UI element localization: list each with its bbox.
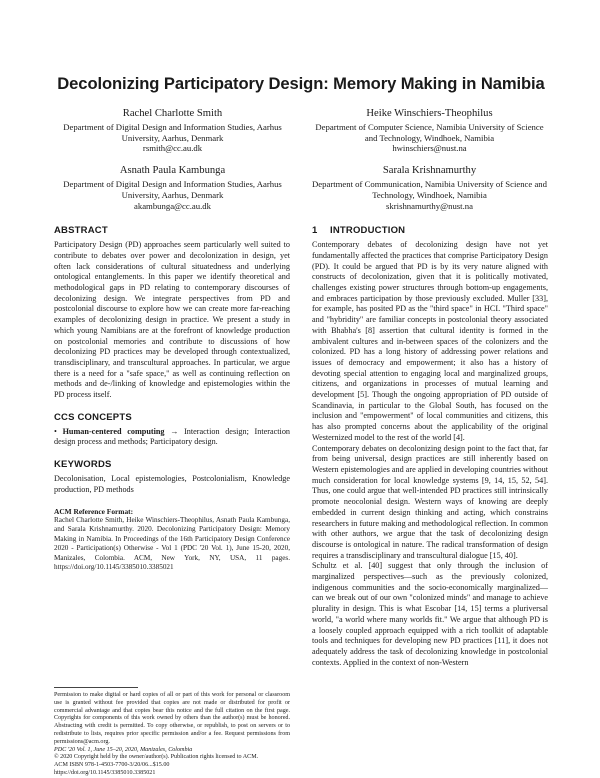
paper-title: Decolonizing Participatory Design: Memory Making in Namibia xyxy=(57,74,545,93)
ccs-primary-concept: Human-centered computing xyxy=(62,426,165,436)
author-name: Rachel Charlotte Smith xyxy=(122,108,223,119)
author-block xyxy=(54,107,548,211)
author-winschiers-theophilus xyxy=(311,107,548,154)
acm-reference-text: Rachel Charlotte Smith, Heike Winschiers-Theophilus, Asnath Paula Kambunga, and Sarala Krishnamurthy. 2020. Decolonizing Participatory Design: Memory Making in Namibia. In Proceedings of the 16th Participatory Design Conference 2020 - Participation(s) Otherwise - Vol 1 (PDC '20 Vol. 1), June 15-20, 2020, Manizales, Colombia. ACM, New York, NY, USA, 11 pages. https://doi.org/10.1145/3385010.3385021 xyxy=(54,515,290,572)
left-column xyxy=(54,225,290,679)
abstract-section xyxy=(54,225,290,401)
author-affiliation: Department of Communication, Namibia University of Science and Technology, Windhoek, Namibia xyxy=(312,179,547,200)
acm-reference-format xyxy=(54,507,290,573)
intro-paragraph-2: Contemporary debates on decolonizing design point to the fact that, far from being universal, design practices are still inherently based on Western epistemologies and are applied in developing countries without much consideration for local knowledge systems [9, 14, 15, 52, 54]. Thus, one could argue that well-intended PD practices still intrinsically promote neocolonial design. Western ways of knowing are deeply embedded in current design thinking and acting, which constrains researchers in future making and methodological reflection. In common with other authors, we argue that the task of decolonizing design discourse is ontological in nature. The radical transformation of design requires a transdisciplinary and transcultural dialogue [15, 40]. xyxy=(312,443,548,560)
author-name: Asnath Paula Kambunga xyxy=(119,165,226,177)
ccs-heading: CCS CONCEPTS xyxy=(54,411,132,423)
section-title: INTRODUCTION xyxy=(330,225,406,237)
keywords-text: Decolonisation, Local epistemologies, Postcolonialism, Knowledge production, PD methods xyxy=(54,474,290,494)
author-krishnamurthy xyxy=(311,164,548,211)
keywords-heading: KEYWORDS xyxy=(54,459,112,471)
acm-reference-label: ACM Reference Format: xyxy=(54,506,134,516)
author-name: Sarala Krishnamurthy xyxy=(382,165,477,177)
author-affiliation: Department of Digital Design and Information Studies, Aarhus University, Aarhus, Denmark xyxy=(63,122,282,143)
right-column xyxy=(312,225,548,679)
author-email: rsmith@cc.au.dk xyxy=(142,143,203,154)
introduction-section xyxy=(312,225,548,668)
keywords-section xyxy=(54,459,290,495)
author-name: Heike Winschiers-Theophilus xyxy=(366,108,493,119)
intro-paragraph-1: Contemporary debates of decolonizing design have not yet fundamentally affected the practices that comprise Participatory Design (PD). It could be argued that PD is by its very nature aligned with constructs of decolonization, given that it is politically motivated, challenges existing power structures through bottom-up engagements, and embraces participation by those previously excluded. Muller [33], for example, has posited PD as the "third space" in HCI. "Third space" and "hybridity" are familiar concepts in postcolonial theory associated with Bhabha's [8] assertion that cultural identity is formed in the ambivalent cultures and in-between spaces of the colonizers and the colonized. PD has a long history of addressing power relations and issues of democracy and empowerment; it also has a history of devoting special attention to engaging local and marginalized groups, citizens, and organizations in processes of mutual learning and development [5]. Though the ongoing appropriation of PD outside of Scandinavia, in particular to the Global South, has focused on the inclusion and "empowerment" of local communities and citizens, this has also prompted concerns about the applicability of the original Westernized model to the rest of the world [4]. xyxy=(312,240,548,442)
author-email: akambunga@cc.au.dk xyxy=(134,200,211,211)
doi-line: https://doi.org/10.1145/3385010.3385021 xyxy=(54,769,156,776)
permission-notice: Permission to make digital or hard copies of all or part of this work for personal or classroom use is granted without fee provided that copies are not made or distributed for profit or commercial advantage and that copies bear this notice and the full citation on the first page. Copyrights for components of this work owned by others than the author(s) must be honored. Abstracting with credit is permitted. To copy otherwise, or republish, to post on servers or to redistribute to lists, requires prior specific permission and/or a fee. Request permissions from permissions@acm.org. xyxy=(54,692,290,745)
intro-paragraph-3: Schultz et al. [40] suggest that only through the inclusion of marginalized perspectives—such as the previously colonized, indigenous communities and the socio-economically marginalized—can we break out of our own "colonized minds" and manage to achieve plurality in design. This is what Escobar [14, 15] terms a pluriversal world, "a world where many worlds fit." We argue that although PD is a loosely coupled approach equipped with a rich toolkit of adaptable tools and techniques for developing new PD practices [11], it does not adequately address the task of decolonizing knowledge in postcolonial contexts. Applied in the context of non-Western xyxy=(312,561,548,667)
author-email: hwinschiers@nust.na xyxy=(392,143,467,154)
copyright-footnote xyxy=(54,687,290,778)
abstract-heading: ABSTRACT xyxy=(54,225,108,237)
ccs-text xyxy=(54,427,290,448)
author-smith xyxy=(54,107,291,154)
section-number: 1 xyxy=(312,225,318,237)
ccs-bullet: • xyxy=(54,426,57,436)
author-affiliation: Department of Digital Design and Information Studies, Aarhus University, Aarhus, Denmark xyxy=(63,179,282,200)
venue-line: PDC '20 Vol. 1, June 15–20, 2020, Manizales, Colombia xyxy=(54,746,193,753)
author-affiliation: Department of Computer Science, Namibia University of Science and Technology, Windhoek, Namibia xyxy=(315,122,544,143)
author-email: skrishnamurthy@nust.na xyxy=(386,200,473,211)
footnote-divider xyxy=(54,687,138,688)
abstract-text: Participatory Design (PD) approaches seem particularly well suited to contribute to debates over power and decolonization in design, yet often lack considerations of cultural situatedness and underlying ontological entanglements. In this paper we identify theoretical and methodological gaps in PD relating to contemporary discourses of decolonizing design. We integrate perspectives from PD and postcolonial discourse to explore how we can create more far-reaching examples of decolonizing design in practice. We present a study in which young Namibians are at the forefront of knowledge production on postcolonial memories and contribute to discussions of how decolonizing PD practices may be developed through contextualized, transdisciplinary, and transcultural approaches. In particular, we argue there is a need for a "safe space," as well as continuing reflection on methods and de-/linking of knowledge and epistemologies within the PD process itself. xyxy=(54,240,290,400)
copyright-line: © 2020 Copyright held by the owner/author(s). Publication rights licensed to ACM. xyxy=(54,754,259,761)
ccs-sub-concepts: Interaction design; Interaction design process and methods; Participatory design. xyxy=(54,426,291,447)
ccs-concepts-section xyxy=(54,412,290,448)
introduction-heading xyxy=(312,225,548,237)
author-kambunga xyxy=(54,164,291,211)
two-column-body xyxy=(54,225,548,679)
ccs-arrow: → xyxy=(164,426,185,436)
isbn-line: ACM ISBN 978-1-4503-7700-3/20/06...$15.00 xyxy=(54,762,170,769)
